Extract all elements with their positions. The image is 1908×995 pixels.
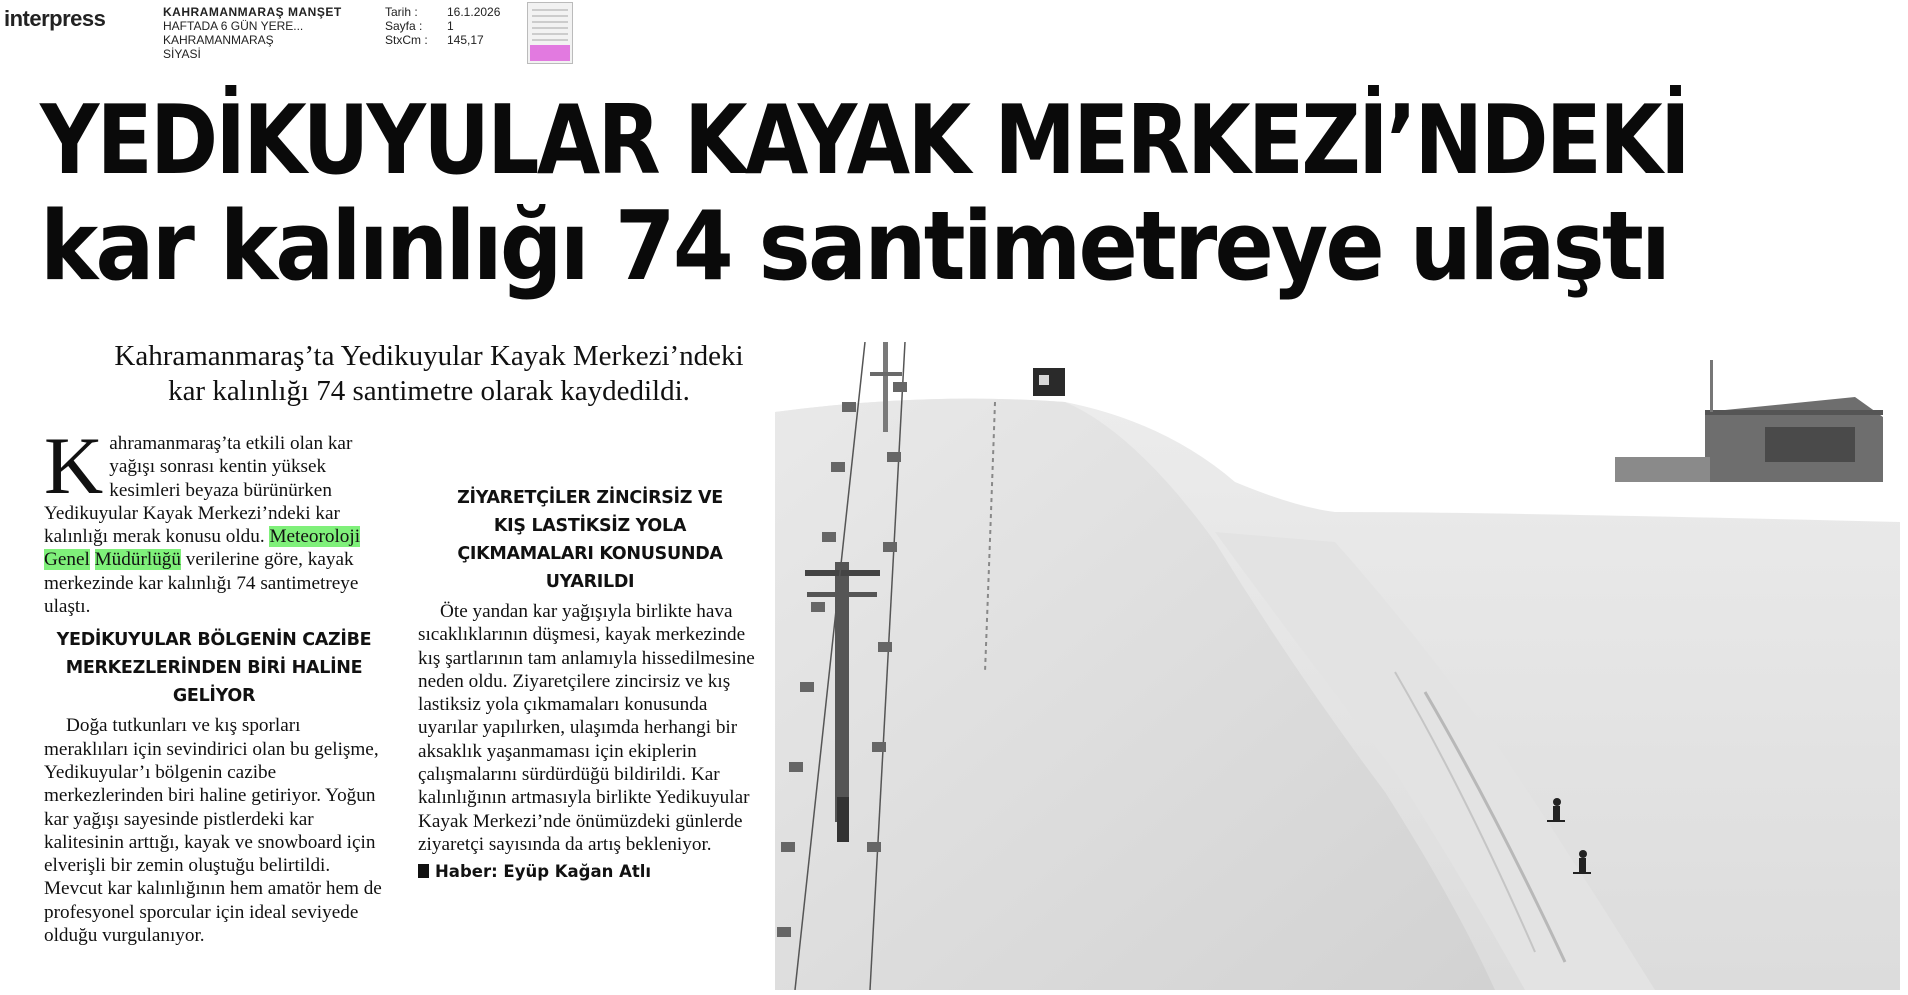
clipping-header (0, 0, 620, 70)
paragraph-3: Öte yandan kar yağışıyla birlikte hava sıcaklıklarının düşmesi, kayak merkezinde kış şartlarının tam anlamıyla hissedilmesine neden oldu. Ziyaretçilere zincirsiz ve kış lastiksiz yola çıkmamaları konusunda uyarılar yapılırken, ulaşımda herhangi bir aksaklık yaşanmaması için ekiplerin çalışmalarını sürdürdüğü bildirildi. Kar kalınlığının artmasıyla birlikte Yedikuyular Kayak Merkezi’nde önümüzdeki günlerde ziyaretçi sayısında da artış bekleniyor. (418, 601, 755, 855)
spot-text (44, 339, 814, 409)
article-column-2 (418, 432, 762, 884)
subheading-2: ZİYARETÇİLER ZİNCİRSİZ VE KIŞ LASTİKSİZ YOLA ÇIKMAMALARI KONUSUNDA UYARILDI (457, 488, 723, 592)
spot-line-2: kar kalınlığı 74 santimetre olarak kaydedildi. (168, 375, 690, 407)
article-column-1 (44, 420, 384, 947)
hut-top (1033, 368, 1065, 396)
byline: Haber: Eyüp Kağan Atlı (418, 860, 762, 883)
ski-slope-illustration (775, 342, 1900, 990)
publication-name: KAHRAMANMARAŞ MANŞET (163, 5, 342, 19)
paragraph-1: Kahramanmaraş’ta etkili olan kar yağışı sonrası kentin yüksek kesimleri beyaza bürünürken Yedikuyular Kayak Merkezi’ndeki kar kalınlığı merak konusu oldu. Meteoroloji Genel Müdürlüğü verilerine göre, kayak merkezinde kar kalınlığı 74 santimetreye ulaştı. (44, 420, 361, 618)
subheading-1: YEDİKUYULAR BÖLGENİN CAZİBE MERKEZLERİNDEN BİRİ HALİNE GELİYOR (56, 630, 372, 707)
meta-date: Tarih : 16.1.2026 (385, 5, 501, 19)
highlight-mudurlugu: Müdürlüğü (94, 549, 181, 571)
meta-page: Sayfa : 1 (385, 19, 454, 33)
publication-frequency: HAFTADA 6 GÜN YERE... (163, 19, 304, 33)
interpress-logo: interpress (4, 6, 106, 31)
ski-resort-photo (775, 342, 1900, 990)
drop-cap: K (44, 420, 104, 511)
meta-stxcm: StxCm : 145,17 (385, 33, 484, 47)
spot-line-1: Kahramanmaraş’ta Yedikuyular Kayak Merkezi’ndeki (114, 340, 744, 372)
headline (40, 86, 1900, 302)
article-position-marker (530, 45, 570, 61)
highlight-meteoroloji: Meteoroloji (269, 526, 361, 548)
paragraph-2: Doğa tutkunları ve kış sporları meraklıları için sevindirici olan bu gelişme, Yedikuyular’ı bölgenin cazibe merkezlerinden biri haline getiriyor. Yoğun kar yağışı sayesinde pistlerdeki kar kalitesinin arttığı, kayak ve snowboard için elverişli bir zemin oluştuğu belirtildi. Mevcut kar kalınlığının hem amatör hem de profesyonel sporcular için ideal seviyede olduğu vurgulanıyor. (44, 715, 382, 947)
page-thumbnail[interactable] (527, 2, 573, 64)
headline-line-2: kar kalınlığı 74 santimetreye ulaştı (40, 192, 1669, 302)
publication-info (163, 5, 342, 61)
headline-line-1: YEDİKUYULAR KAYAK MERKEZİ’NDEKİ (40, 86, 1688, 196)
highlight-genel: Genel (44, 549, 90, 571)
clipping-meta (385, 5, 500, 47)
publication-city: KAHRAMANMARAŞ (163, 33, 274, 47)
publication-category: SİYASİ (163, 47, 201, 61)
